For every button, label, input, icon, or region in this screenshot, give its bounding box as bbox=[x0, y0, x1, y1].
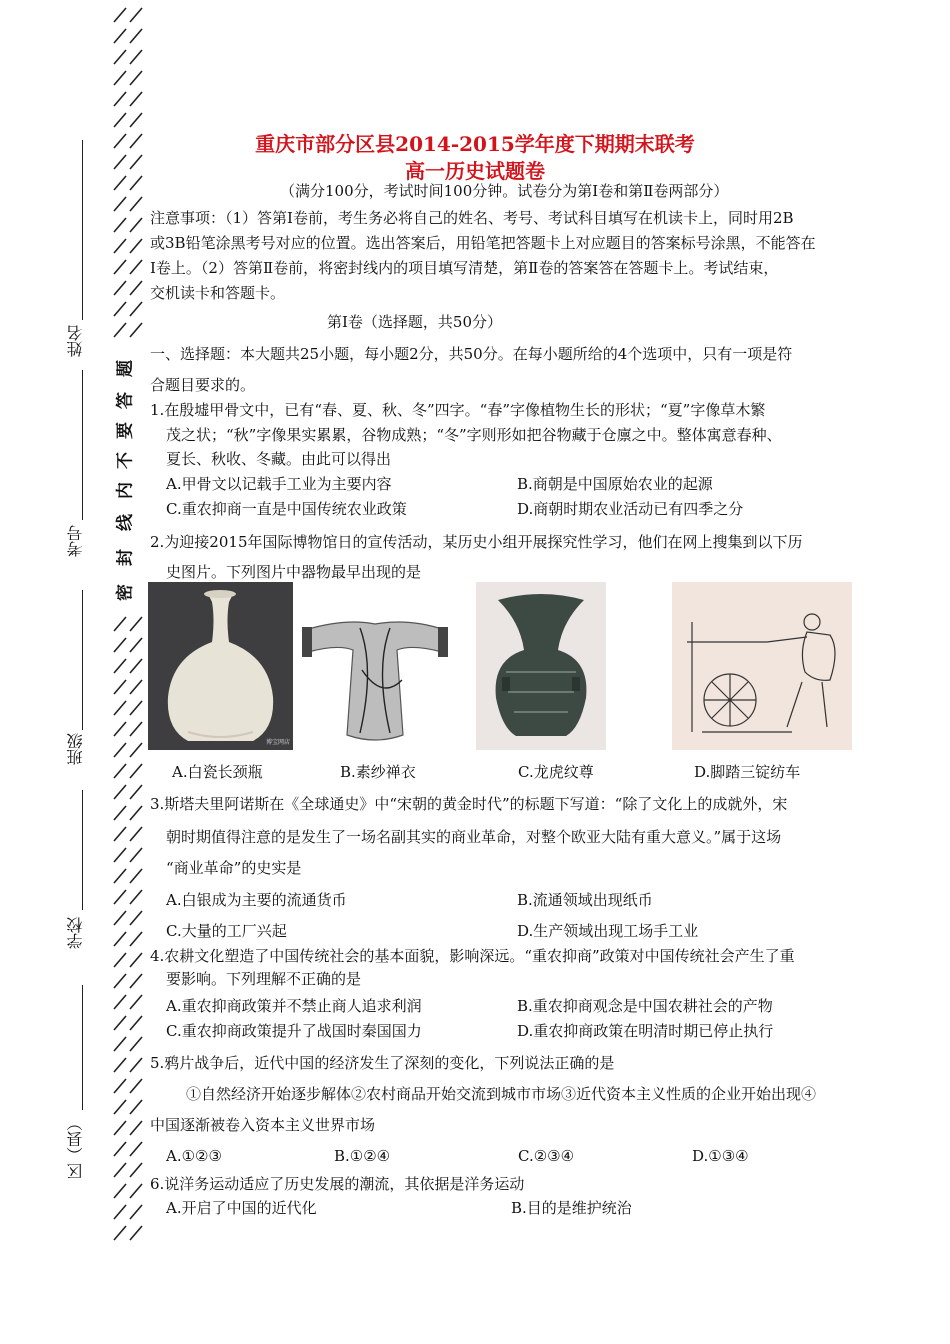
name-label: 姓名 bbox=[66, 325, 85, 357]
question-text: 史图片。下列图片中器物最早出现的是 bbox=[166, 563, 422, 581]
district-label: 区（县） bbox=[66, 1115, 85, 1179]
section-intro: 合题目要求的。 bbox=[150, 376, 256, 394]
class-label: 班级 bbox=[66, 733, 85, 765]
question-text: 夏长、秋收、冬藏。由此可以得出 bbox=[166, 450, 392, 468]
question-text: 茂之状；“秋”字像果实累累，谷物成熟；“冬”字则形如把谷物藏于仓廪之中。整体寓意春种、 bbox=[166, 426, 782, 444]
notice-line: Ⅰ卷上。（2）答第Ⅱ卷前，将密封线内的项目填写清楚，第Ⅱ卷的答案答在答题卡上。考试结束， bbox=[150, 259, 779, 277]
question-text: 要影响。下列理解不正确的是 bbox=[166, 970, 362, 988]
option-b: B.素纱禅衣 bbox=[340, 763, 416, 781]
option-b: B.商朝是中国原始农业的起源 bbox=[517, 475, 713, 493]
question-text: ①自然经济开始逐步解体②农村商品开始交流到城市市场③近代资本主义性质的企业开始出现④ bbox=[186, 1085, 817, 1103]
seal-char: 题 bbox=[115, 360, 136, 377]
question-text: 3.斯塔夫里阿诺斯在《全球通史》中“宋朝的黄金时代”的标题下写道：“除了文化上的成就外，宋 bbox=[150, 795, 788, 813]
option-b: B.①②④ bbox=[334, 1147, 391, 1165]
option-b: B.流通领域出现纸币 bbox=[517, 891, 653, 909]
question-text: “商业革命”的史实是 bbox=[166, 859, 302, 877]
photo-watermark: 博宝网店 bbox=[266, 739, 291, 746]
question-text: 中国逐渐被卷入资本主义世界市场 bbox=[150, 1116, 376, 1134]
seal-char: 不 bbox=[115, 452, 136, 469]
question-text: 2.为迎接2015年国际博物馆日的宣传活动，某历史小组开展探究性学习，他们在网上搜集到以下历 bbox=[150, 533, 803, 551]
option-d: D.生产领域出现工场手工业 bbox=[517, 922, 699, 940]
seal-char: 封 bbox=[115, 549, 136, 566]
district-fill-line bbox=[82, 985, 83, 1110]
option-c: C.龙虎纹尊 bbox=[518, 763, 594, 781]
option-b: B.目的是维护统治 bbox=[511, 1199, 632, 1217]
binding-slash-pattern bbox=[112, 0, 146, 1250]
option-a: A.重农抑商政策并不禁止商人追求利润 bbox=[166, 997, 422, 1015]
exam-title: 重庆市部分区县2014-2015学年度下期期末联考 bbox=[255, 132, 695, 156]
white-porcelain-vase-photo bbox=[148, 582, 293, 750]
option-d: D.重农抑商政策在明清时期已停止执行 bbox=[517, 1022, 774, 1040]
section-heading: 第Ⅰ卷（选择题，共50分） bbox=[327, 313, 503, 331]
seal-char: 要 bbox=[115, 422, 136, 439]
option-c: C.重农抑商政策提升了战国时秦国国力 bbox=[166, 1022, 422, 1040]
option-b: B.重农抑商观念是中国农耕社会的产物 bbox=[517, 997, 773, 1015]
seal-char: 线 bbox=[115, 514, 136, 531]
option-d: D.①③④ bbox=[692, 1147, 749, 1165]
exam-number-fill-line bbox=[82, 370, 83, 520]
dragon-tiger-zun-vessel-photo bbox=[476, 582, 606, 750]
section-intro: 一、选择题：本大题共25小题，每小题2分，共50分。在每小题所给的4个选项中，只有一项是符 bbox=[150, 345, 793, 363]
question-text: 4.农耕文化塑造了中国传统社会的基本面貌，影响深远。“重农抑商”政策对中国传统社会产生了重 bbox=[150, 947, 795, 965]
question-text: 1.在殷墟甲骨文中，已有“春、夏、秋、冬”四字。“春”字像植物生长的形状；“夏”字像草木繁 bbox=[150, 401, 766, 419]
spinning-wheel-drawing bbox=[672, 582, 852, 750]
notice-line: 注意事项：（1）答第Ⅰ卷前，考生务必将自己的姓名、考号、考试科目填写在机读卡上，同时用2B bbox=[150, 209, 794, 227]
notice-line: 或3B铅笔涂黑考号对应的位置。选出答案后，用铅笔把答题卡上对应题目的答案标号涂黑，不能答在 bbox=[150, 234, 816, 252]
school-label: 学校 bbox=[66, 917, 85, 949]
option-d: D.商朝时期农业活动已有四季之分 bbox=[517, 500, 744, 518]
question-text: 朝时期值得注意的是发生了一场名副其实的商业革命，对整个欧亚大陆有重大意义。”属于这场 bbox=[166, 828, 782, 846]
exam-subject-title: 高一历史试题卷 bbox=[405, 159, 545, 183]
exam-subtitle: （满分100分，考试时间100分钟。试卷分为第Ⅰ卷和第Ⅱ卷两部分） bbox=[280, 182, 729, 200]
option-c: C.②③④ bbox=[518, 1147, 575, 1165]
option-c: C.大量的工厂兴起 bbox=[166, 922, 287, 940]
seal-char: 答 bbox=[115, 392, 136, 409]
notice-line: 交机读卡和答题卡。 bbox=[150, 284, 286, 302]
school-fill-line bbox=[82, 790, 83, 910]
question-text: 5.鸦片战争后，近代中国的经济发生了深刻的变化，下列说法正确的是 bbox=[150, 1054, 615, 1072]
question-text: 6.说洋务运动适应了历史发展的潮流，其依据是洋务运动 bbox=[150, 1175, 525, 1193]
class-fill-line bbox=[82, 590, 83, 730]
option-d: D.脚踏三锭纺车 bbox=[694, 763, 801, 781]
option-a: A.甲骨文以记载手工业为主要内容 bbox=[166, 475, 392, 493]
option-a: A.白银成为主要的流通货币 bbox=[166, 891, 347, 909]
option-a: A.①②③ bbox=[166, 1147, 222, 1165]
option-a: A.白瓷长颈瓶 bbox=[172, 763, 263, 781]
exam-number-label: 考号 bbox=[66, 525, 85, 557]
option-a: A.开启了中国的近代化 bbox=[166, 1199, 317, 1217]
option-c: C.重农抑商一直是中国传统农业政策 bbox=[166, 500, 407, 518]
silk-gauze-robe-photo bbox=[300, 600, 450, 750]
seal-char: 密 bbox=[115, 584, 136, 601]
seal-char: 内 bbox=[115, 482, 136, 499]
